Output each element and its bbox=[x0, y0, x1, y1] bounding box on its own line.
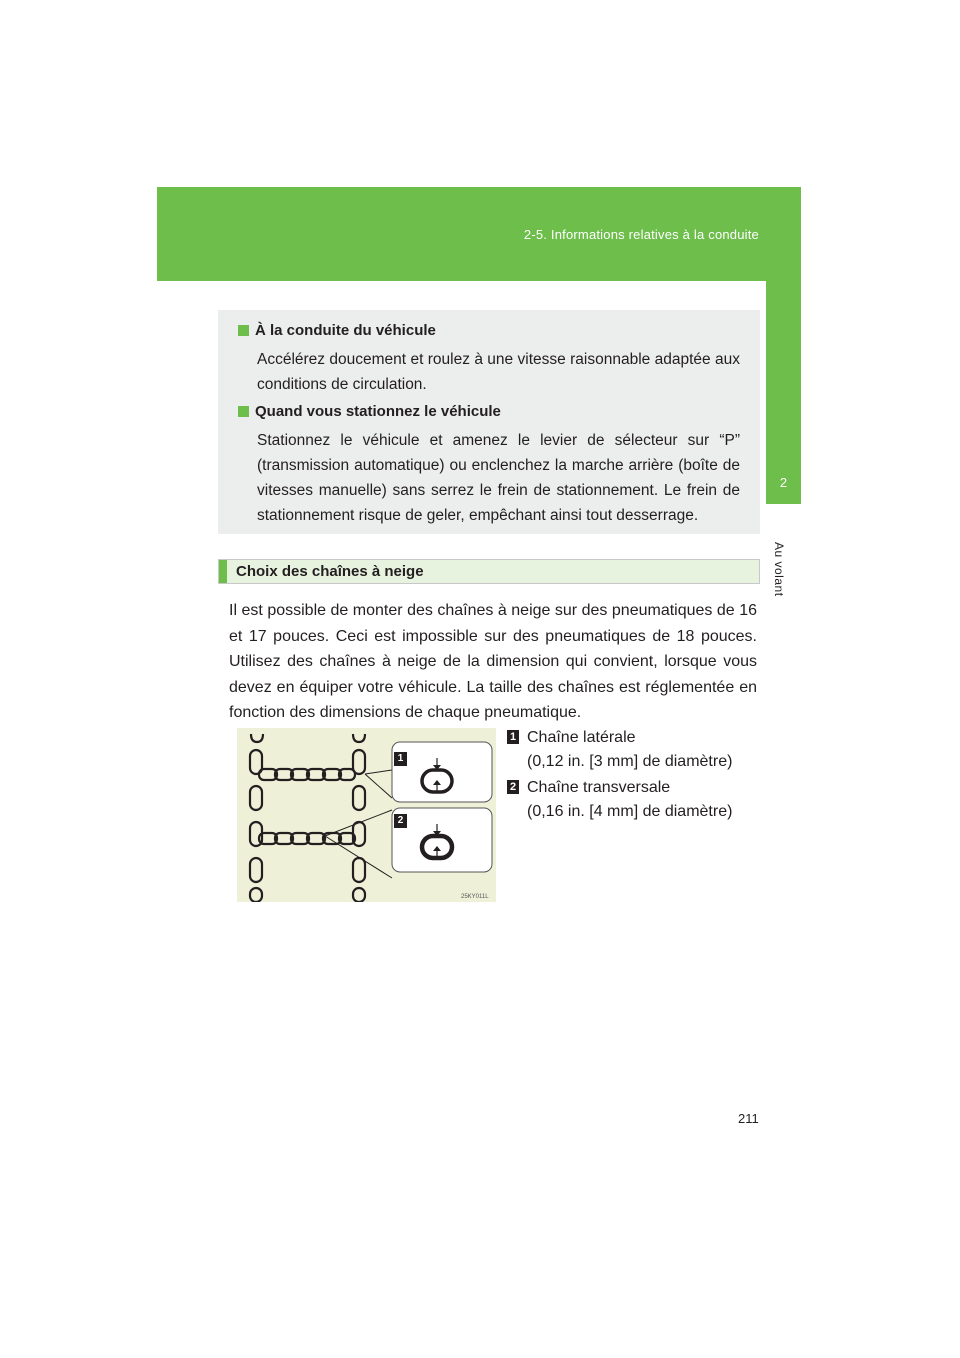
info-item-driving bbox=[238, 322, 740, 397]
legend-name: Chaîne transversale bbox=[527, 779, 671, 796]
snow-chain-diagram bbox=[237, 728, 496, 902]
legend-badge: 2 bbox=[507, 780, 519, 794]
chapter-header-band bbox=[157, 187, 801, 281]
info-heading: À la conduite du véhicule bbox=[255, 322, 436, 339]
section-heading-text: Choix des chaînes à neige bbox=[236, 563, 424, 580]
illustration-legend bbox=[507, 726, 757, 824]
legend-name: Chaîne latérale bbox=[527, 729, 636, 746]
info-item-parking bbox=[238, 403, 740, 528]
info-box bbox=[218, 310, 760, 534]
section-title: 2-5. Informations relatives à la conduite bbox=[523, 227, 759, 242]
page-number: 211 bbox=[738, 1111, 759, 1126]
callout-1: 1 bbox=[397, 753, 404, 764]
info-text: Accélérez doucement et roulez à une vitesse raisonnable adaptée aux conditions de circulation. bbox=[257, 351, 740, 393]
callout-2: 2 bbox=[397, 815, 404, 826]
chapter-label: Au volant bbox=[772, 542, 786, 597]
legend-item bbox=[507, 726, 757, 774]
square-bullet-icon bbox=[238, 406, 249, 417]
legend-detail: (0,12 in. [3 mm] de diamètre) bbox=[527, 753, 733, 770]
legend-detail: (0,16 in. [4 mm] de diamètre) bbox=[527, 803, 733, 820]
square-bullet-icon bbox=[238, 325, 249, 336]
legend-item bbox=[507, 776, 757, 824]
info-heading: Quand vous stationnez le véhicule bbox=[255, 403, 501, 420]
section-paragraph: Il est possible de monter des chaînes à neige sur des pneumatiques de 16 et 17 pouces. Ceci est impossible sur des pneumatiques de 18 pouces. Utilisez des chaînes à neige de la dimension qui convient, lorsque vous devez en équiper votre véhicule. La taille des chaînes est réglementée en fonction des dimensions de chaque pneumatique. bbox=[229, 602, 757, 721]
info-text: Stationnez le véhicule et amenez le levier de sélecteur sur “P” (transmission automatique) ou enclenchez la marche arrière (boîte de vitesses manuelle) sans serrez le frein de stationnement. Le frein de stationnement risque de geler, empêchant ainsi tout desserrage. bbox=[257, 432, 740, 524]
heading-accent-bar bbox=[219, 560, 227, 583]
snow-chain-illustration bbox=[237, 728, 496, 902]
legend-badge: 1 bbox=[507, 730, 519, 744]
chapter-side-tab bbox=[766, 281, 801, 504]
chapter-number: 2 bbox=[779, 475, 788, 490]
illustration-code: 25KY011L bbox=[461, 894, 489, 900]
section-heading bbox=[218, 559, 760, 584]
